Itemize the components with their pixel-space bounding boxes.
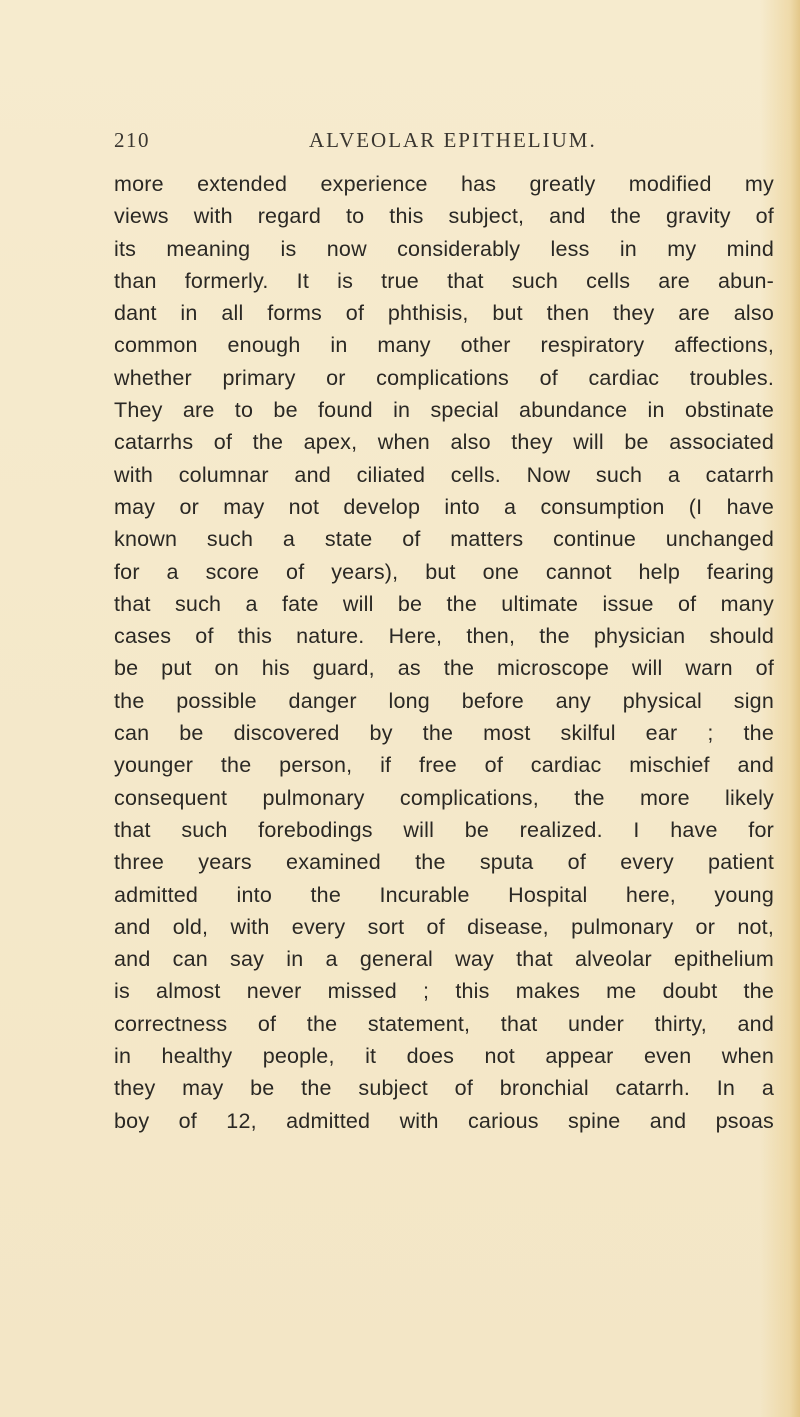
text-line: is almost never missed ; this makes me doubt the — [114, 979, 774, 1004]
text-line: known such a state of matters continue unchanged — [114, 527, 774, 552]
text-line: consequent pulmonary complications, the more likely — [114, 785, 774, 810]
text-line: than formerly. It is true that such cells are abun- — [114, 268, 774, 293]
text-line: views with regard to this subject, and the gravity of — [114, 204, 774, 229]
text-line: in healthy people, it does not appear even when — [114, 1044, 774, 1069]
text-line: its meaning is now considerably less in my mind — [114, 236, 774, 261]
text-line: dant in all forms of phthisis, but then they are also — [114, 301, 774, 326]
text-line: may or may not develop into a consumption (I have — [114, 494, 774, 519]
chapter-title: ALVEOLAR EPITHELIUM. — [309, 128, 597, 152]
text-line: younger the person, if free of cardiac mischief and — [114, 753, 774, 778]
text-line: correctness of the statement, that under thirty, and — [114, 1011, 774, 1036]
text-line: for a score of years), but one cannot help fearing — [114, 559, 774, 584]
text-line: catarrhs of the apex, when also they will be associated — [114, 430, 774, 455]
text-line: be put on his guard, as the microscope will warn of — [114, 656, 774, 681]
text-line: more extended experience has greatly modified my — [114, 172, 774, 196]
page-number: 210 — [114, 128, 150, 152]
body-text — [114, 168, 774, 1137]
text-line: cases of this nature. Here, then, the physician should — [114, 624, 774, 649]
text-line: and old, with every sort of disease, pulmonary or not, — [114, 914, 774, 939]
text-line: can be discovered by the most skilful ear ; the — [114, 721, 774, 746]
text-line: they may be the subject of bronchial catarrh. In a — [114, 1076, 774, 1101]
text-line: with columnar and ciliated cells. Now such a catarrh — [114, 462, 774, 487]
text-line: whether primary or complications of cardiac troubles. — [114, 365, 774, 390]
text-line: three years examined the sputa of every patient — [114, 850, 774, 875]
text-line: boy of 12, admitted with carious spine and psoas — [114, 1108, 774, 1133]
text-line: They are to be found in special abundance in obstinate — [114, 398, 774, 423]
text-line: the possible danger long before any physical sign — [114, 688, 774, 713]
text-line: common enough in many other respiratory affections, — [114, 333, 774, 358]
text-line: admitted into the Incurable Hospital here, young — [114, 882, 774, 907]
running-head — [114, 128, 754, 158]
text-line: that such forebodings will be realized. I have for — [114, 817, 774, 842]
text-line: that such a fate will be the ultimate issue of many — [114, 591, 774, 616]
text-line: and can say in a general way that alveolar epithelium — [114, 947, 774, 972]
